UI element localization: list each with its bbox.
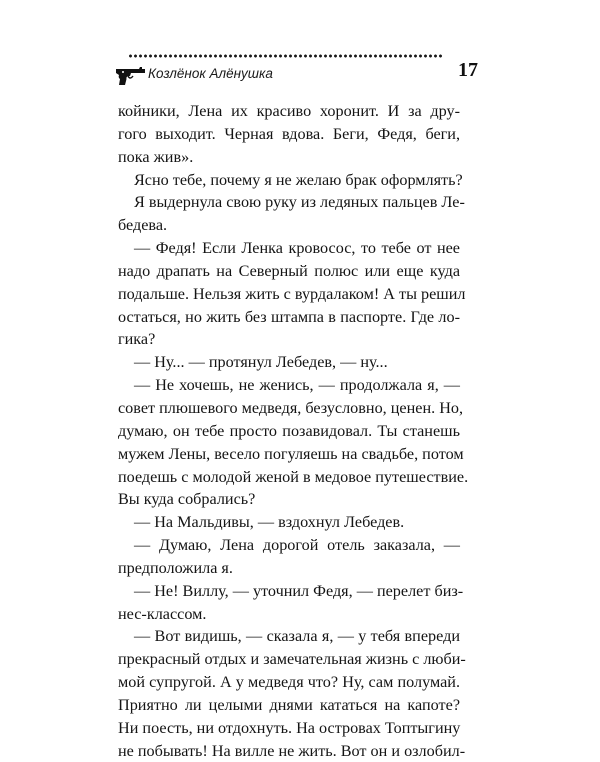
text-line: — Ну... — протянул Лебедев, — ну...: [134, 353, 388, 372]
text-line: мой супругой. А у медведя что? Ну, сам полумай.: [118, 673, 460, 692]
text-line: нес-классом.: [118, 604, 207, 623]
text-line: Ни поесть, ни отдохнуть. На островах Топтыгину: [118, 718, 461, 737]
text-line: подальше. Нельзя жить с вурдалаком! А ты решил: [118, 284, 466, 303]
text-line: Ясно тебе, почему я не желаю брак оформлять?: [134, 170, 463, 189]
text-line: не побывать! На вилле не жить. Вот он и озлобил-: [118, 741, 466, 760]
text-line: мужем Лены, весело погуляешь на свадьбе, потом: [118, 444, 464, 463]
text-line: бедева.: [118, 216, 168, 235]
running-header: [110, 52, 482, 92]
text-line: предположила я.: [118, 558, 233, 577]
running-title: Козлёнок Алёнушка: [148, 66, 273, 81]
text-line: Я выдернула свою руку из ледяных пальцев Ле-: [134, 193, 465, 212]
text-line: надо драпать на Северный полюс или еще куда: [118, 261, 460, 280]
text-line: совет плюшевого медведя, безусловно, ценен. Но,: [118, 398, 464, 417]
text-line: Приятно ли целыми днями кататься на капоте?: [118, 695, 460, 714]
page-number: 17: [458, 59, 478, 81]
text-line: остаться, но жить без штампа в паспорте. Где ло-: [118, 307, 460, 326]
text-line: поедешь с молодой женой в медовое путешествие.: [118, 467, 469, 486]
text-line: Вы куда собрались?: [118, 490, 256, 509]
text-line: думаю, он тебе просто позавидовал. Ты станешь: [118, 421, 460, 440]
body-text: [118, 100, 469, 762]
text-line: пока жив».: [118, 147, 194, 166]
text-line: — Вот видишь, — сказала я, — у тебя впереди: [134, 627, 460, 646]
text-line: гого выходит. Черная вдова. Беги, Федя, беги,: [118, 124, 460, 143]
text-line: прекрасный отдых и замечательная жизнь с люби-: [118, 650, 466, 669]
text-line: — Думаю, Лена дорогой отель заказала, —: [134, 536, 460, 555]
text-line: гика?: [118, 330, 156, 349]
text-line: — На Мальдивы, — вздохнул Лебедев.: [134, 513, 405, 532]
text-line: койники, Лена их красиво хоронит. И за дру-: [118, 102, 460, 120]
revolver-icon: [114, 64, 148, 86]
text-line: — Не! Виллу, — уточнил Федя, — перелет биз-: [134, 581, 464, 600]
dotted-rule: [128, 54, 444, 58]
text-line: — Федя! Если Ленка кровосос, то тебе от нее: [134, 239, 460, 258]
text-line: — Не хочешь, не женись, — продолжала я, —: [134, 376, 460, 395]
